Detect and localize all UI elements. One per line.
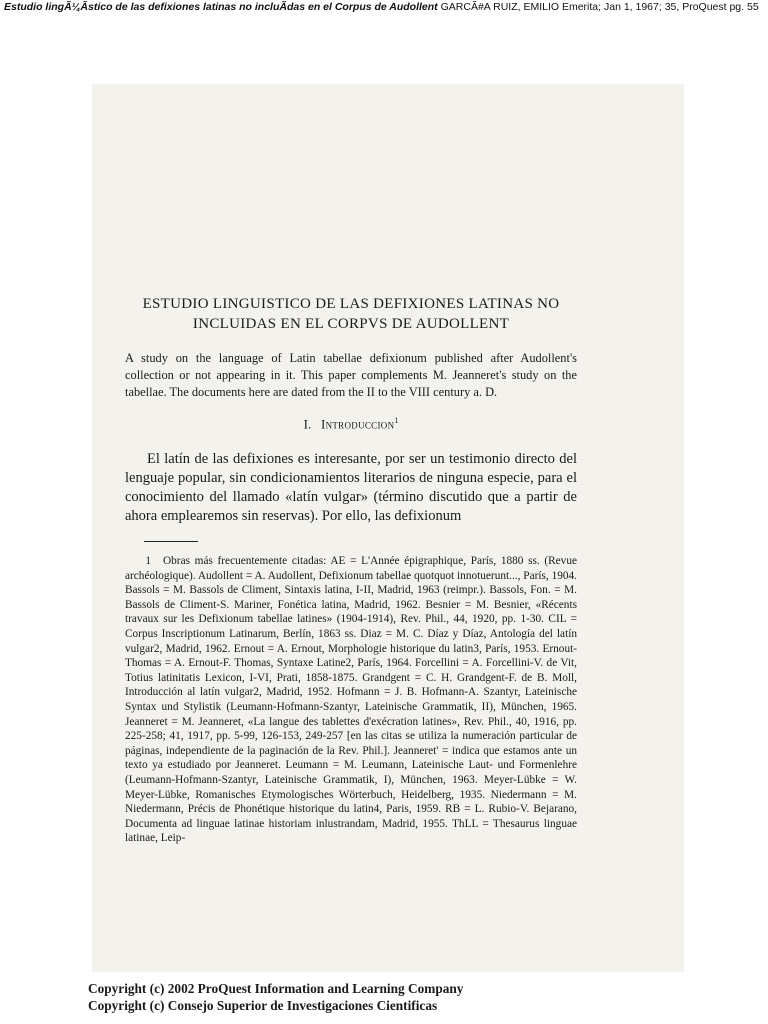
section-title: Introduccion [320,416,395,432]
footnote-text: Obras más frecuentemente citadas: AE = L'Année épigraphique, París, 1880 ss. (Revue archéologique). Audollent = A. Audollent, Defixionum tabellae quotquot innotuerunt..., París, 1904. Bassols = M. Bassols de Climent, Sintaxis latina, I-II, Madrid, 1963 (reimpr.). Bassols, Fon. = M. Bassols de Climent-S. Mariner, Fonética latina, Madrid, 1962. Besnier = M. Besnier, «Récents travaux sur les Defixionum tabellae latines» (1904-1914), Rev. Phil., 44, 1920, pp. 1-30. CIL = Corpus Inscriptionum Latinarum, Berlín, 1863 ss. Diaz = M. C. Díaz y Díaz, Antología del latín vulgar2, Madrid, 1962. Ernout = A. Ernout, Morphologie historique du latin3, París, 1953. Ernout-Thomas = A. Ernout-F. Thomas, Syntaxe Latine2, París, 1964. Forcellini = A. Forcellini-V. de Vit, Totius latinitatis Lexicon, I-VI, Prati, 1858-1875. Grandgent = C. H. Grandgent-F. de B. Moll, Introducción al latín vulgar2, Madrid, 1952. Hofmann = J. B. Hofmann-A. Szantyr, Lateinische Syntax und Stylistik (Leumann-Hofmann-Szantyr, Lateinische Grammatik, II), München, 1965. Jeanneret = M. Jeanneret, «La langue des tablettes d'exécration latines», Rev. Phil., 40, 1916, pp. 225-258; 41, 1917, pp. 5-99, 126-153, 249-257 [en las citas se utiliza la numeración particular de páginas, independiente de la paginación de la Rev. Phil.]. Jeanneret' = indica que estamos ante un texto ya estudiado por Jeanneret. Leumann = M. Leumann, Lateinische Laut- und Formenlehre (Leumann-Hofmann-Szantyr, Lateinische Grammatik, I), München, 1963. Meyer-Lübke = W. Meyer-Lübke, Romanisches Etymologisches Wörterbuch, Heidelberg, 1935. Niedermann = M. Niedermann, Précis de Phonétique historique du latin4, Paris, 1959. RB = L. Rubio-V. Bejarano, Documenta ad linguae latinae historiam inlustrandam, Madrid, 1955. ThLL = Thesaurus linguae latinae, Leip- [125,555,577,845]
copyright-line2: Copyright (c) Consejo Superior de Investigaciones Cientificas [88,998,438,1013]
article-title-line1: ESTUDIO LINGUISTICO DE LAS DEFIXIONES LATINAS NO [142,296,560,312]
footnote-number: 1 [145,555,151,567]
article-title [125,294,577,334]
body-paragraph [125,450,577,526]
footnote [125,554,577,846]
footnote-divider [144,541,198,542]
section-heading [125,416,577,432]
header-title: Estudio lingÃ¼Ãstico de las defixiones latinas no incluÃdas en el Corpus de Audollent [4,1,438,13]
body-text: El latín de las defixiones es interesante, por ser un testimonio directo del lenguaje popular, sin condicionamientos literarios de ninguna especie, para el conocimiento del llamado «latín vulgar» (término discutido que a partir de ahora emplearemos sin reservas). Por ello, las defixionum [125,451,577,524]
section-footnote-mark: 1 [394,416,399,425]
abstract: A study on the language of Latin tabellae defixionum published after Audollent's collection or not appearing in it. This paper complements M. Jeanneret's study on the tabellae. The documents here are dated from the II to the VIII century a. D. [125,351,577,399]
article-title-line2: INCLUIDAS EN EL CORPVS DE AUDOLLENT [192,316,510,332]
header-citation: GARCÃ#A RUIZ, EMILIO Emerita; Jan 1, 1967; 35, ProQuest pg. 55 [437,1,759,13]
proquest-header [0,0,768,18]
section-number: I. [303,416,312,432]
copyright-line1: Copyright (c) 2002 ProQuest Information and Learning Company [88,981,464,996]
copyright-notice [88,980,688,1014]
